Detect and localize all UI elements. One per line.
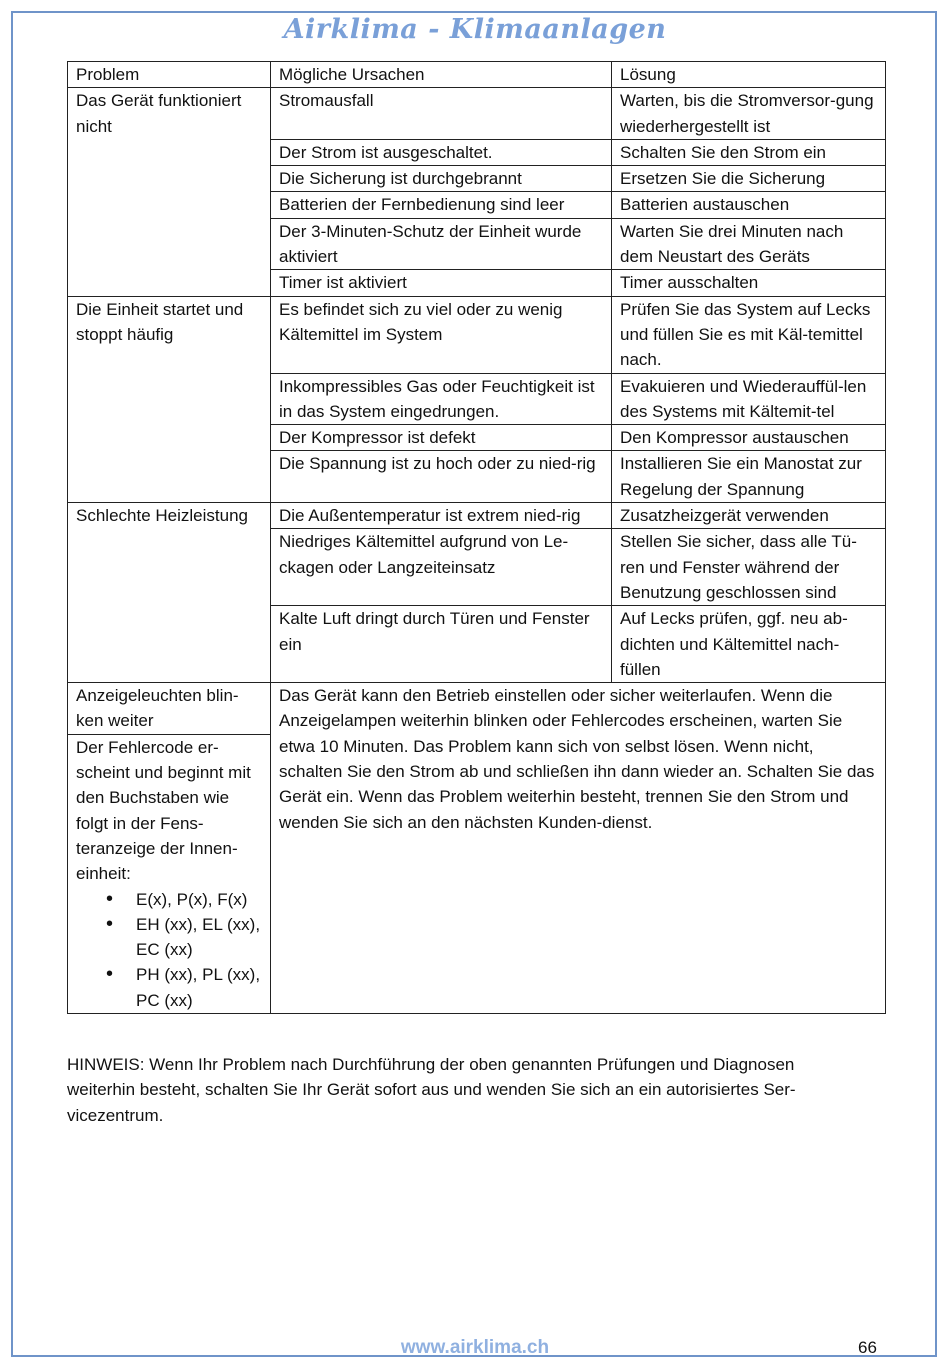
- cause-cell: Batterien der Fernbedienung sind leer: [271, 192, 612, 218]
- column-header-problem: Problem: [68, 62, 271, 88]
- cause-cell: Der 3-Minuten-Schutz der Einheit wurde aktiviert: [271, 218, 612, 270]
- cause-cell: Die Sicherung ist durchgebrannt: [271, 166, 612, 192]
- table-row: [68, 296, 886, 373]
- troubleshooting-table: [67, 61, 886, 1014]
- solution-cell: Prüfen Sie das System auf Lecks und füllen Sie es mit Käl-temittel nach.: [612, 296, 886, 373]
- cause-cell: Timer ist aktiviert: [271, 270, 612, 296]
- column-header-causes: Mögliche Ursachen: [271, 62, 612, 88]
- note-paragraph: HINWEIS: Wenn Ihr Problem nach Durchführung der oben genannten Prüfungen und Diagnosen weiterhin besteht, schalten Sie Ihr Gerät sofort aus und wenden Sie sich an ein autorisiertes Ser-vicezentrum.: [67, 1055, 796, 1125]
- problem-cell-error-code: [68, 734, 271, 1013]
- table-row: [68, 503, 886, 529]
- solution-cell: Auf Lecks prüfen, ggf. neu ab-dichten und Kältemittel nach-füllen: [612, 606, 886, 683]
- cause-cell: Niedriges Kältemittel aufgrund von Le-ckagen oder Langzeiteinsatz: [271, 529, 612, 606]
- problem-cell: Schlechte Heizleistung: [68, 503, 271, 683]
- cause-cell: Die Spannung ist zu hoch oder zu nied-rig: [271, 451, 612, 503]
- error-code-description: Der Fehlercode er-scheint und beginnt mit den Buchstaben wie folgt in der Fens-teranzeige der Innen-einheit:: [76, 737, 251, 884]
- solution-cell: Installieren Sie ein Manostat zur Regelung der Spannung: [612, 451, 886, 503]
- solution-cell: Ersetzen Sie die Sicherung: [612, 166, 886, 192]
- solution-cell: Warten, bis die Stromversor-gung wiederhergestellt ist: [612, 88, 886, 140]
- table-row: [68, 683, 886, 735]
- cause-cell: Der Kompressor ist defekt: [271, 425, 612, 451]
- cause-cell: Es befindet sich zu viel oder zu wenig Kältemittel im System: [271, 296, 612, 373]
- column-header-solution: Lösung: [612, 62, 886, 88]
- solution-cell: Zusatzheizgerät verwenden: [612, 503, 886, 529]
- solution-cell: Warten Sie drei Minuten nach dem Neustart des Geräts: [612, 218, 886, 270]
- page-number: 66: [858, 1338, 877, 1357]
- cause-cell: Kalte Luft dringt durch Türen und Fenster ein: [271, 606, 612, 683]
- error-code-item: • E(x), P(x), F(x): [136, 887, 263, 912]
- cause-cell: Der Strom ist ausgeschaltet.: [271, 139, 612, 165]
- error-code-list: [76, 887, 263, 1013]
- cause-cell: Inkompressibles Gas oder Feuchtigkeit ist in das System eingedrungen.: [271, 373, 612, 425]
- brand-title: Airklima - Klimaanlagen: [283, 14, 667, 45]
- combined-solution-cell: Das Gerät kann den Betrieb einstellen oder sicher weiterlaufen. Wenn die Anzeigelampen weiterhin blinken oder Fehlercodes erscheinen, warten Sie etwa 10 Minuten. Das Problem kann sich von selbst lösen. Wenn nicht, schalten Sie den Strom ab und schließen ihn dann wieder an. Schalten Sie das Gerät ein. Wenn das Problem weiterhin besteht, trennen Sie den Strom und wenden Sie sich an den nächsten Kunden-dienst.: [271, 683, 886, 1014]
- solution-cell: Schalten Sie den Strom ein: [612, 139, 886, 165]
- footer-website-link[interactable]: www.airklima.ch: [400, 1337, 550, 1358]
- error-code-item: • PH (xx), PL (xx), PC (xx): [136, 962, 263, 1013]
- cause-cell: Stromausfall: [271, 88, 612, 140]
- solution-cell: Stellen Sie sicher, dass alle Tü-ren und Fenster während der Benutzung geschlossen sind: [612, 529, 886, 606]
- problem-cell: Das Gerät funktioniert nicht: [68, 88, 271, 296]
- table-row: [68, 88, 886, 140]
- error-code-item: • EH (xx), EL (xx), EC (xx): [136, 912, 263, 963]
- problem-cell-indicator-lights: Anzeigeleuchten blin-ken weiter: [68, 683, 271, 735]
- table-header-row: [68, 62, 886, 88]
- problem-cell: Die Einheit startet und stoppt häufig: [68, 296, 271, 502]
- cause-cell: Die Außentemperatur ist extrem nied-rig: [271, 503, 612, 529]
- solution-cell: Batterien austauschen: [612, 192, 886, 218]
- solution-cell: Den Kompressor austauschen: [612, 425, 886, 451]
- solution-cell: Timer ausschalten: [612, 270, 886, 296]
- solution-cell: Evakuieren und Wiederauffül-len des Systems mit Kältemit-tel: [612, 373, 886, 425]
